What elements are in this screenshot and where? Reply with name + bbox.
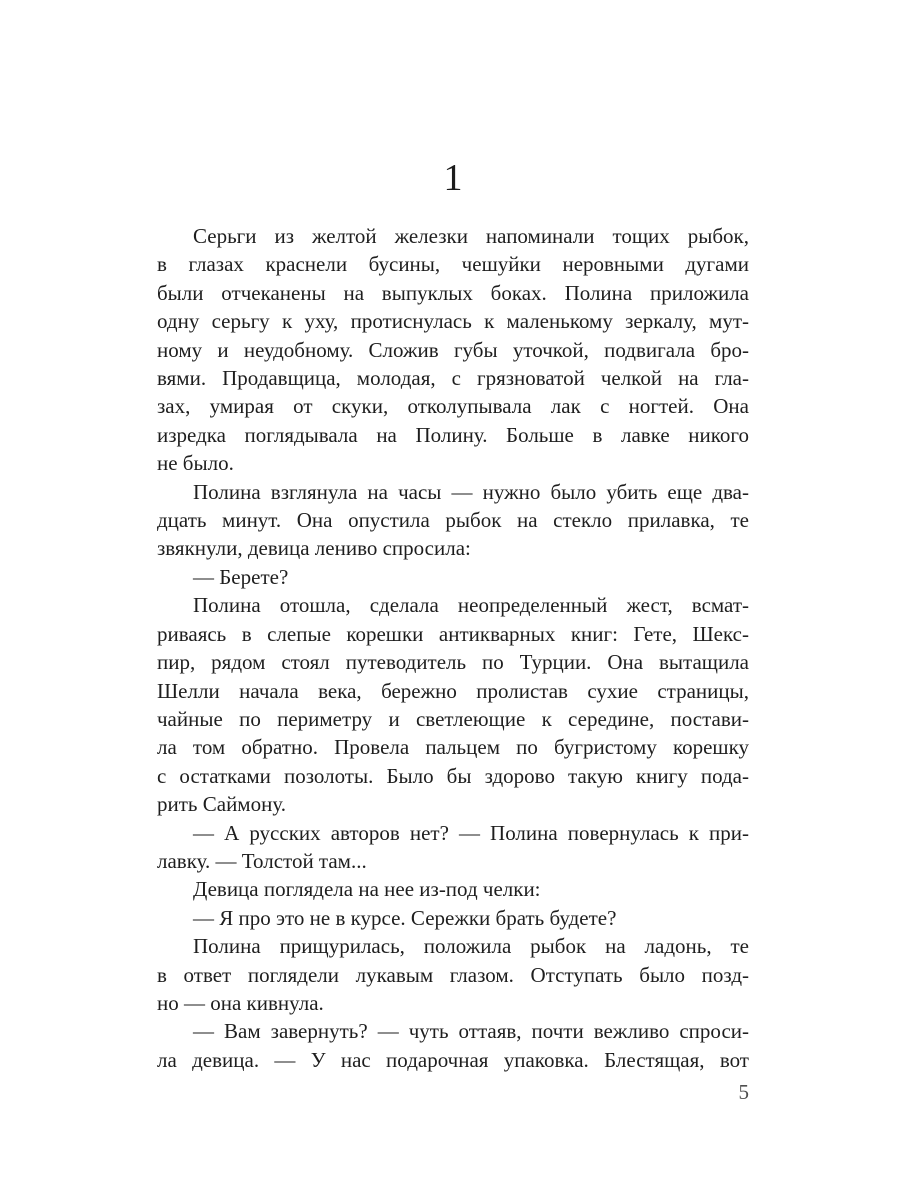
text-line: ному и неудобному. Сложив губы уточкой, подвигала бро-	[157, 337, 749, 362]
text-line: Полина отошла, сделала неопределенный жест, всмат-	[193, 593, 749, 618]
text-line: в ответ поглядели лукавым глазом. Отступать было позд-	[157, 962, 749, 987]
text-line: пир, рядом стоял путеводитель по Турции. Она вытащила	[157, 650, 749, 675]
chapter-number: 1	[443, 157, 463, 199]
text-line: Полина прищурилась, положила рыбок на ладонь, те	[193, 934, 749, 959]
text-line: дцать минут. Она опустила рыбок на стекло прилавка, те	[157, 508, 749, 533]
text-line: ла девица. — У нас подарочная упаковка. Блестящая, вот	[157, 1047, 749, 1072]
text-line: зах, умирая от скуки, отколупывала лак с ногтей. Она	[157, 394, 749, 419]
text-line: звякнули, девица лениво спросила:	[157, 536, 471, 561]
text-line: но — она кивнула.	[157, 990, 324, 1015]
text-line: — Я про это не в курсе. Сережки брать будете?	[193, 905, 617, 930]
text-line: не было.	[157, 451, 234, 476]
text-line: Девица поглядела на нее из-под челки:	[193, 877, 541, 902]
text-line: ла том обратно. Провела пальцем по бугристому корешку	[157, 735, 749, 760]
text-line: Шелли начала века, бережно пролистав сухие страницы,	[157, 678, 749, 703]
page-number: 5	[738, 1080, 749, 1104]
text-line: изредка поглядывала на Полину. Больше в лавке никого	[157, 422, 749, 447]
text-line: Полина взглянула на часы — нужно было убить еще два-	[193, 479, 749, 504]
text-line: вями. Продавщица, молодая, с грязноватой челкой на гла-	[157, 366, 749, 391]
text-line: лавку. — Толстой там...	[157, 848, 367, 873]
page-text	[157, 222, 749, 1074]
text-line: — А русских авторов нет? — Полина повернулась к при-	[193, 820, 749, 845]
text-line: в глазах краснели бусины, чешуйки неровными дугами	[157, 252, 749, 277]
text-line: чайные по периметру и светлеющие к середине, постави-	[157, 706, 749, 731]
text-line: — Берете?	[193, 564, 289, 589]
text-line: риваясь в слепые корешки антикварных книг: Гете, Шекс-	[157, 621, 749, 646]
text-line: — Вам завернуть? — чуть оттаяв, почти вежливо спроси-	[193, 1019, 749, 1044]
text-line: с остатками позолоты. Было бы здорово такую книгу пода-	[157, 763, 749, 788]
text-line: Серьги из желтой железки напоминали тощих рыбок,	[193, 224, 749, 248]
text-line: были отчеканены на выпуклых боках. Полина приложила	[157, 280, 749, 305]
text-line: рить Саймону.	[157, 792, 286, 817]
text-line: одну серьгу к уху, протиснулась к маленькому зеркалу, мут-	[157, 309, 749, 334]
